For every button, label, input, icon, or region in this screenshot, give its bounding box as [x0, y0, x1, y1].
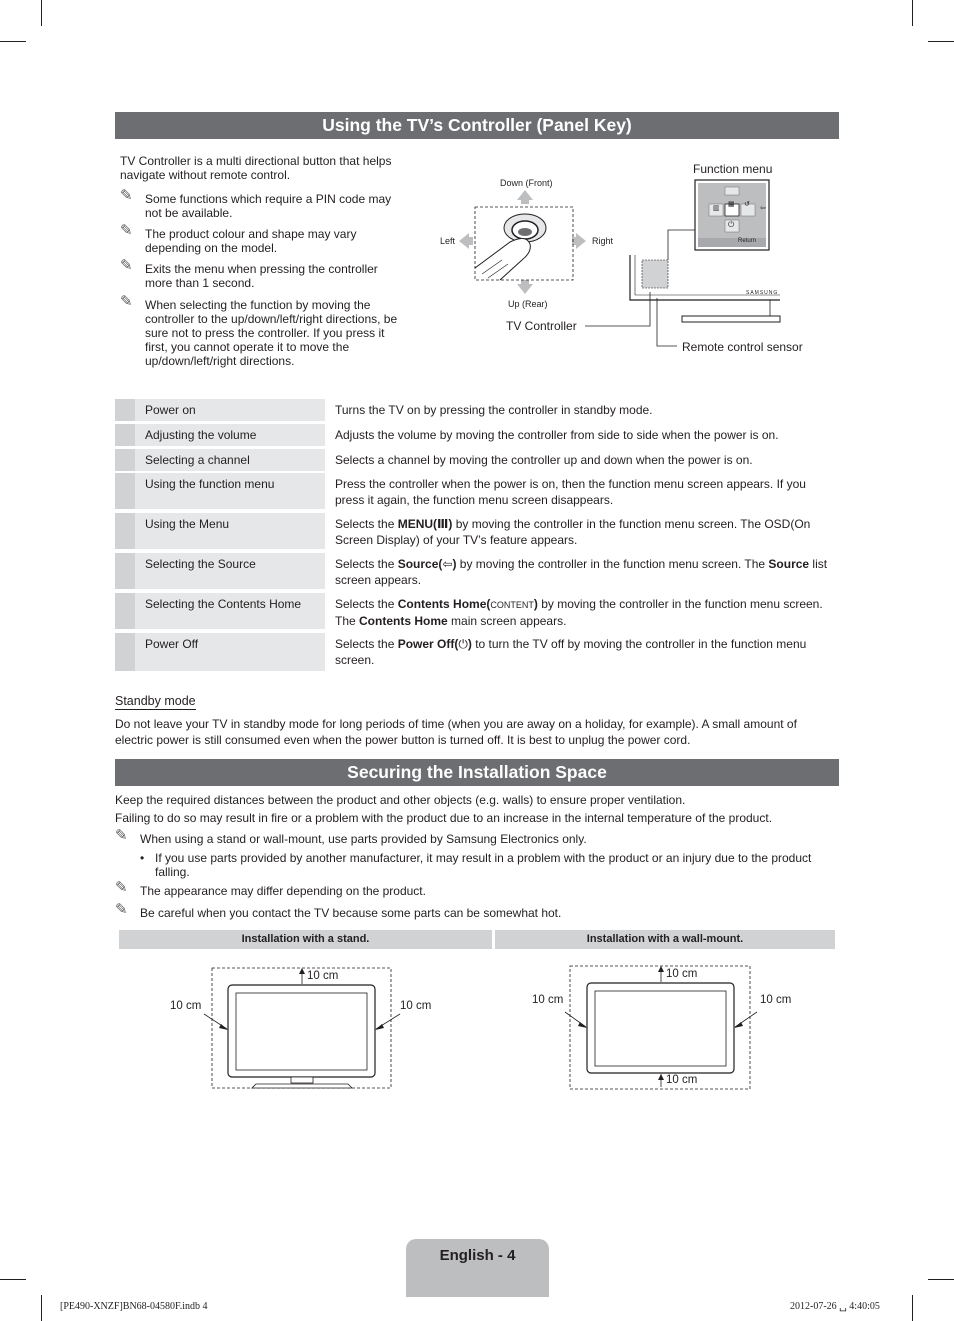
- power-icon: ⏻: [458, 637, 468, 651]
- footer-filename: [PE490-XNZF]BN68-04580F.indb 4: [60, 1301, 208, 1312]
- row-desc: Selects the MENU(Ⅲ) by moving the controller in the function menu screen. The OSD(On Screen Display) of your TV’s feature appears.: [335, 517, 811, 547]
- row-desc: Adjusts the volume by moving the controller from side to side when the power is on.: [335, 428, 779, 442]
- install-note-3: Be careful when you contact the TV because some parts can be somewhat hot.: [140, 906, 562, 920]
- row-label: Using the function menu: [135, 473, 325, 509]
- table-row: [115, 633, 824, 671]
- intro-text: TV Controller is a multi directional button that helps navigate without remote control.: [120, 154, 392, 182]
- stand-dist-top: 10 cm: [307, 970, 339, 982]
- label-function-menu: Function menu: [693, 162, 773, 176]
- menu-grid-icon: ▦: [728, 201, 735, 208]
- table-row: [115, 449, 824, 471]
- wall-header: Installation with a wall-mount.: [495, 930, 835, 949]
- row-tab: [115, 424, 135, 446]
- crop-mark: [0, 1279, 26, 1280]
- note-pencil-icon: ✎: [120, 187, 133, 204]
- row-desc: Selects a channel by moving the controller up and down when the power is on.: [335, 453, 753, 467]
- crop-mark: [41, 1295, 42, 1321]
- table-row: [115, 593, 824, 629]
- note-pencil-icon: ✎: [120, 222, 133, 239]
- note-pencil-icon: ✎: [115, 879, 128, 896]
- crop-mark: [0, 41, 26, 42]
- wall-dist-top: 10 cm: [666, 968, 698, 980]
- table-row: [115, 553, 828, 589]
- wall-dist-right: 10 cm: [760, 994, 792, 1006]
- install-bullet-1: If you use parts provided by another manufacturer, it may result in a problem with the product or an injury due to the product falling.: [155, 851, 812, 879]
- note-exit: Exits the menu when pressing the controller more than 1 second.: [145, 262, 378, 290]
- controller-illustration: [430, 160, 830, 360]
- label-right: Right: [592, 236, 614, 246]
- install-para-2: Failing to do so may result in fire or a problem with the product due to an increase in the internal temperature of the product.: [115, 811, 773, 825]
- note-colour: The product colour and shape may vary depending on the model.: [145, 227, 357, 255]
- standby-text: Do not leave your TV in standby mode for long periods of time (when you are away on a holiday, for example). A small amount of electric power is still consumed even when the power button is turned off. It is best to unplug the power cord.: [115, 717, 797, 747]
- standby-title: Standby mode: [115, 694, 196, 708]
- row-tab: [115, 399, 135, 421]
- note-pencil-icon: ✎: [115, 827, 128, 844]
- menu-grid-icon: Ⅲ: [437, 517, 449, 531]
- row-label: Adjusting the volume: [135, 424, 325, 446]
- page-number: English - 4: [406, 1239, 549, 1297]
- wall-dist-left: 10 cm: [532, 994, 564, 1006]
- stand-dist-right: 10 cm: [400, 1000, 432, 1012]
- section-title-panel-key: Using the TV’s Controller (Panel Key): [115, 112, 839, 139]
- label-remote-sensor: Remote control sensor: [682, 340, 803, 354]
- table-row: [115, 473, 824, 509]
- row-desc: Selects the Source(⇦) by moving the controller in the function menu screen. The Source list screen appears.: [335, 557, 828, 587]
- stand-header: Installation with a stand.: [119, 930, 492, 949]
- row-desc: Press the controller when the power is on, then the function menu screen appears. If you press it again, the function menu screen disappears.: [335, 477, 806, 507]
- row-desc: Selects the Power Off(⏻) to turn the TV off by moving the controller in the function menu screen.: [335, 637, 807, 667]
- crop-mark: [928, 41, 954, 42]
- wall-dist-bottom: 10 cm: [666, 1074, 698, 1086]
- crop-mark: [912, 0, 913, 26]
- crop-mark: [41, 0, 42, 26]
- section-title-installation: Securing the Installation Space: [115, 759, 839, 786]
- note-pencil-icon: ✎: [120, 293, 133, 310]
- label-tv-controller: TV Controller: [506, 319, 577, 333]
- label-return: Return: [738, 238, 757, 244]
- return-icon: ↺: [744, 201, 750, 208]
- table-row: [115, 399, 824, 421]
- row-label: Selecting the Contents Home: [135, 593, 325, 629]
- table-row: [115, 424, 824, 446]
- source-icon: ⇦: [760, 205, 766, 212]
- content-icon: CONTENT: [490, 600, 534, 610]
- note-pencil-icon: ✎: [115, 901, 128, 918]
- bullet-icon: •: [140, 851, 145, 865]
- note-direction: When selecting the function by moving the controller to the up/down/left/right directions, be sure not to press the controller. If you press it first, you cannot operate it to move the up/down/left/right directions.: [145, 298, 398, 368]
- wall-illustration: [525, 962, 805, 1092]
- stand-illustration: [160, 962, 440, 1092]
- row-tab: [115, 553, 135, 589]
- stand-diagram: [160, 962, 440, 1092]
- label-left: Left: [440, 236, 456, 246]
- source-icon: ⇦: [442, 557, 453, 571]
- row-tab: [115, 593, 135, 629]
- row-label: Using the Menu: [135, 513, 325, 549]
- stand-dist-left: 10 cm: [170, 1000, 202, 1012]
- row-tab: [115, 633, 135, 671]
- power-icon: ⏻: [728, 220, 735, 229]
- row-desc: Selects the Contents Home(CONTENT) by moving the controller in the function menu screen. The Contents Home main screen appears.: [335, 597, 823, 628]
- row-tab: [115, 513, 135, 549]
- note-pin: Some functions which require a PIN code may not be available.: [145, 192, 392, 220]
- controller-diagram: [430, 160, 830, 360]
- table-row: [115, 513, 824, 549]
- install-note-1: When using a stand or wall-mount, use parts provided by Samsung Electronics only.: [140, 832, 587, 846]
- label-up-rear: Up (Rear): [508, 299, 548, 309]
- crop-mark: [912, 1295, 913, 1321]
- samsung-logo: SAMSUNG: [746, 290, 779, 296]
- row-label: Selecting a channel: [135, 449, 325, 471]
- install-para-1: Keep the required distances between the product and other objects (e.g. walls) to ensure proper ventilation.: [115, 793, 686, 807]
- row-tab: [115, 449, 135, 471]
- menu-icon-left: ▥: [713, 205, 720, 212]
- row-desc: Turns the TV on by pressing the controller in standby mode.: [335, 403, 653, 417]
- label-down-front: Down (Front): [500, 178, 553, 188]
- row-tab: [115, 473, 135, 509]
- note-pencil-icon: ✎: [120, 257, 133, 274]
- install-note-2: The appearance may differ depending on the product.: [140, 884, 426, 898]
- wall-diagram: [525, 962, 805, 1092]
- footer-timestamp: 2012-07-26 ␣ 4:40:05: [790, 1301, 880, 1312]
- row-label: Power on: [135, 399, 325, 421]
- crop-mark: [928, 1279, 954, 1280]
- row-label: Power Off: [135, 633, 325, 671]
- row-label: Selecting the Source: [135, 553, 325, 589]
